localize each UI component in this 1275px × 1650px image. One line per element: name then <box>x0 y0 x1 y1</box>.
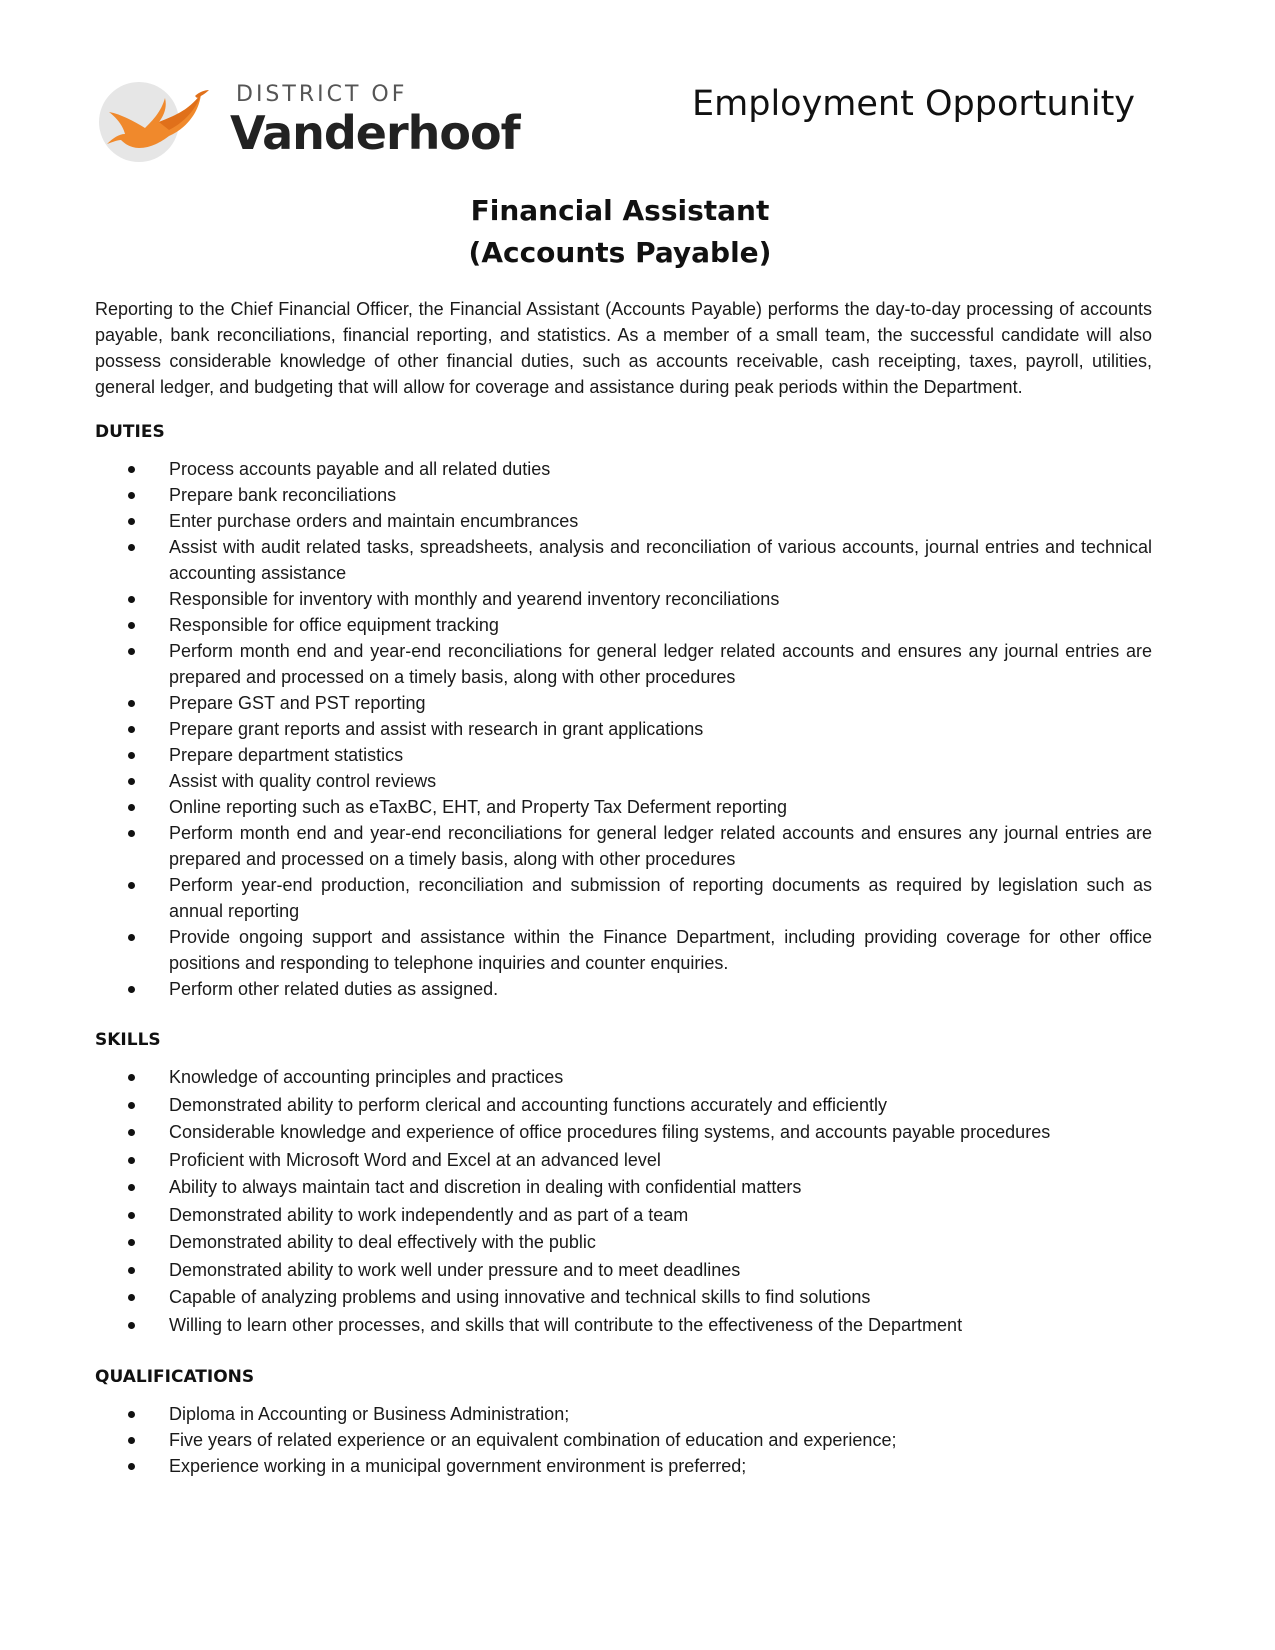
list-item <box>95 1174 1152 1202</box>
list-item <box>95 482 1152 508</box>
list-item <box>95 1147 1152 1175</box>
bullet-icon <box>128 778 135 785</box>
list-item-text: Responsible for inventory with monthly and yearend inventory reconciliations <box>169 589 780 609</box>
bullet-icon <box>128 830 135 837</box>
bullet-icon <box>128 1239 135 1246</box>
list-item <box>95 976 1152 1002</box>
list-item <box>95 1202 1152 1230</box>
bullet-icon <box>128 1294 135 1301</box>
bullet-icon <box>128 1129 135 1136</box>
bullet-icon <box>128 804 135 811</box>
document-body <box>95 296 1152 1479</box>
bullet-icon <box>128 726 135 733</box>
list-item-text: Perform month end and year-end reconciliations for general ledger related accounts and ensures any journal entries are prepared and processed on a timely basis, along with other procedures <box>169 641 1152 687</box>
bullet-icon <box>128 1102 135 1109</box>
list-item <box>95 586 1152 612</box>
list-item <box>95 612 1152 638</box>
list-item-text: Demonstrated ability to perform clerical and accounting functions accurately and efficiently <box>169 1094 888 1115</box>
qualifications-heading: QUALIFICATIONS <box>95 1367 255 1387</box>
list-item-text: Diploma in Accounting or Business Administration; <box>169 1404 570 1424</box>
list-item-text: Perform month end and year-end reconciliations for general ledger related accounts and ensures any journal entries are prepared and processed on a timely basis, along with other procedures <box>169 823 1152 869</box>
bullet-icon <box>128 466 135 473</box>
list-item <box>95 1092 1152 1120</box>
list-item-text: Five years of related experience or an equivalent combination of education and experience; <box>169 1430 897 1450</box>
skills-list <box>95 1064 1152 1339</box>
bullet-icon <box>128 1212 135 1219</box>
list-item-text: Responsible for office equipment tracking <box>169 615 499 635</box>
list-item-text: Demonstrated ability to deal effectively with the public <box>169 1232 596 1252</box>
bullet-icon <box>128 986 135 993</box>
list-item-text: Proficient with Microsoft Word and Excel at an advanced level <box>169 1149 661 1170</box>
bullet-icon <box>128 492 135 499</box>
list-item-text: Prepare grant reports and assist with research in grant applications <box>169 719 704 739</box>
list-item-text: Prepare GST and PST reporting <box>169 693 426 713</box>
list-item <box>95 872 1152 924</box>
bullet-icon <box>128 544 135 551</box>
duties-heading: DUTIES <box>95 422 165 442</box>
job-title <box>0 190 1240 274</box>
bullet-icon <box>128 1184 135 1191</box>
bullet-icon <box>128 518 135 525</box>
list-item <box>95 924 1152 976</box>
list-item <box>95 1401 1152 1427</box>
bullet-icon <box>128 752 135 759</box>
skills-heading: SKILLS <box>95 1030 161 1050</box>
list-item <box>95 1119 1152 1147</box>
bullet-icon <box>128 1322 135 1329</box>
bullet-icon <box>128 882 135 889</box>
list-item-text: Process accounts payable and all related duties <box>169 459 551 479</box>
bullet-icon <box>128 700 135 707</box>
list-item-text: Capable of analyzing problems and using innovative and technical skills to find solutions <box>169 1287 871 1307</box>
list-item-text: Experience working in a municipal government environment is preferred; <box>169 1456 747 1476</box>
list-item <box>95 534 1152 586</box>
job-title-line1: Financial Assistant <box>470 194 770 227</box>
bullet-icon <box>128 1437 135 1444</box>
list-item-text: Demonstrated ability to work well under pressure and to meet deadlines <box>169 1259 741 1280</box>
list-item <box>95 1257 1152 1285</box>
logo-district-text: DISTRICT OF <box>236 82 408 107</box>
goose-logo-icon <box>95 82 221 162</box>
bullet-icon <box>128 622 135 629</box>
list-item-text: Willing to learn other processes, and skills that will contribute to the effectiveness of the Department <box>169 1314 963 1335</box>
list-item-text: Assist with audit related tasks, spreadsheets, analysis and reconciliation of various accounts, journal entries and technical accounting assistance <box>169 537 1152 583</box>
list-item <box>95 1064 1152 1092</box>
district-logo <box>95 80 520 164</box>
list-item-text: Perform year-end production, reconciliation and submission of reporting documents as required by legislation such as annual reporting <box>169 875 1152 921</box>
duties-list <box>95 456 1152 1002</box>
list-item <box>95 1427 1152 1453</box>
list-item-text: Assist with quality control reviews <box>169 771 437 791</box>
list-item-text: Knowledge of accounting principles and practices <box>169 1067 564 1087</box>
list-item <box>95 690 1152 716</box>
list-item <box>95 1312 1152 1340</box>
list-item-text: Ability to always maintain tact and discretion in dealing with confidential matters <box>169 1177 802 1197</box>
list-item <box>95 456 1152 482</box>
list-item-text: Online reporting such as eTaxBC, EHT, and Property Tax Deferment reporting <box>169 797 787 817</box>
list-item-text: Considerable knowledge and experience of office procedures filing systems, and accounts payable procedures <box>169 1122 1051 1142</box>
qualifications-list <box>95 1401 1152 1479</box>
bullet-icon <box>128 648 135 655</box>
list-item <box>95 820 1152 872</box>
bullet-icon <box>128 1157 135 1164</box>
job-title-line2: (Accounts Payable) <box>468 236 772 269</box>
list-item-text: Perform other related duties as assigned. <box>169 979 499 999</box>
list-item-text: Prepare department statistics <box>169 745 404 765</box>
list-item-text: Demonstrated ability to work independently and as part of a team <box>169 1204 689 1225</box>
bullet-icon <box>128 1267 135 1274</box>
intro-paragraph: Reporting to the Chief Financial Officer, the Financial Assistant (Accounts Payable) performs the day-to-day processing of accounts payable, bank reconciliations, financial reporting, and statistics. As a member of a small team, the successful candidate will also possess considerable knowledge of other financial duties, such as accounts receivable, cash receipting, taxes, payroll, utilities, general ledger, and budgeting that will allow for coverage and assistance during peak periods within the Department. <box>95 299 1152 397</box>
logo-name-text: Vanderhoof <box>230 106 520 160</box>
list-item <box>95 794 1152 820</box>
list-item-text: Prepare bank reconciliations <box>169 485 397 505</box>
bullet-icon <box>128 1411 135 1418</box>
bullet-icon <box>128 934 135 941</box>
list-item <box>95 1284 1152 1312</box>
bullet-icon <box>128 1463 135 1470</box>
list-item <box>95 716 1152 742</box>
list-item <box>95 1229 1152 1257</box>
list-item <box>95 742 1152 768</box>
list-item-text: Provide ongoing support and assistance within the Finance Department, including providing coverage for other office positions and responding to telephone inquiries and counter enquiries. <box>169 927 1152 973</box>
list-item <box>95 768 1152 794</box>
bullet-icon <box>128 1074 135 1081</box>
list-item <box>95 638 1152 690</box>
list-item <box>95 508 1152 534</box>
document-type-heading: Employment Opportunity <box>692 84 1135 124</box>
list-item-text: Enter purchase orders and maintain encumbrances <box>169 511 579 531</box>
bullet-icon <box>128 596 135 603</box>
list-item <box>95 1453 1152 1479</box>
